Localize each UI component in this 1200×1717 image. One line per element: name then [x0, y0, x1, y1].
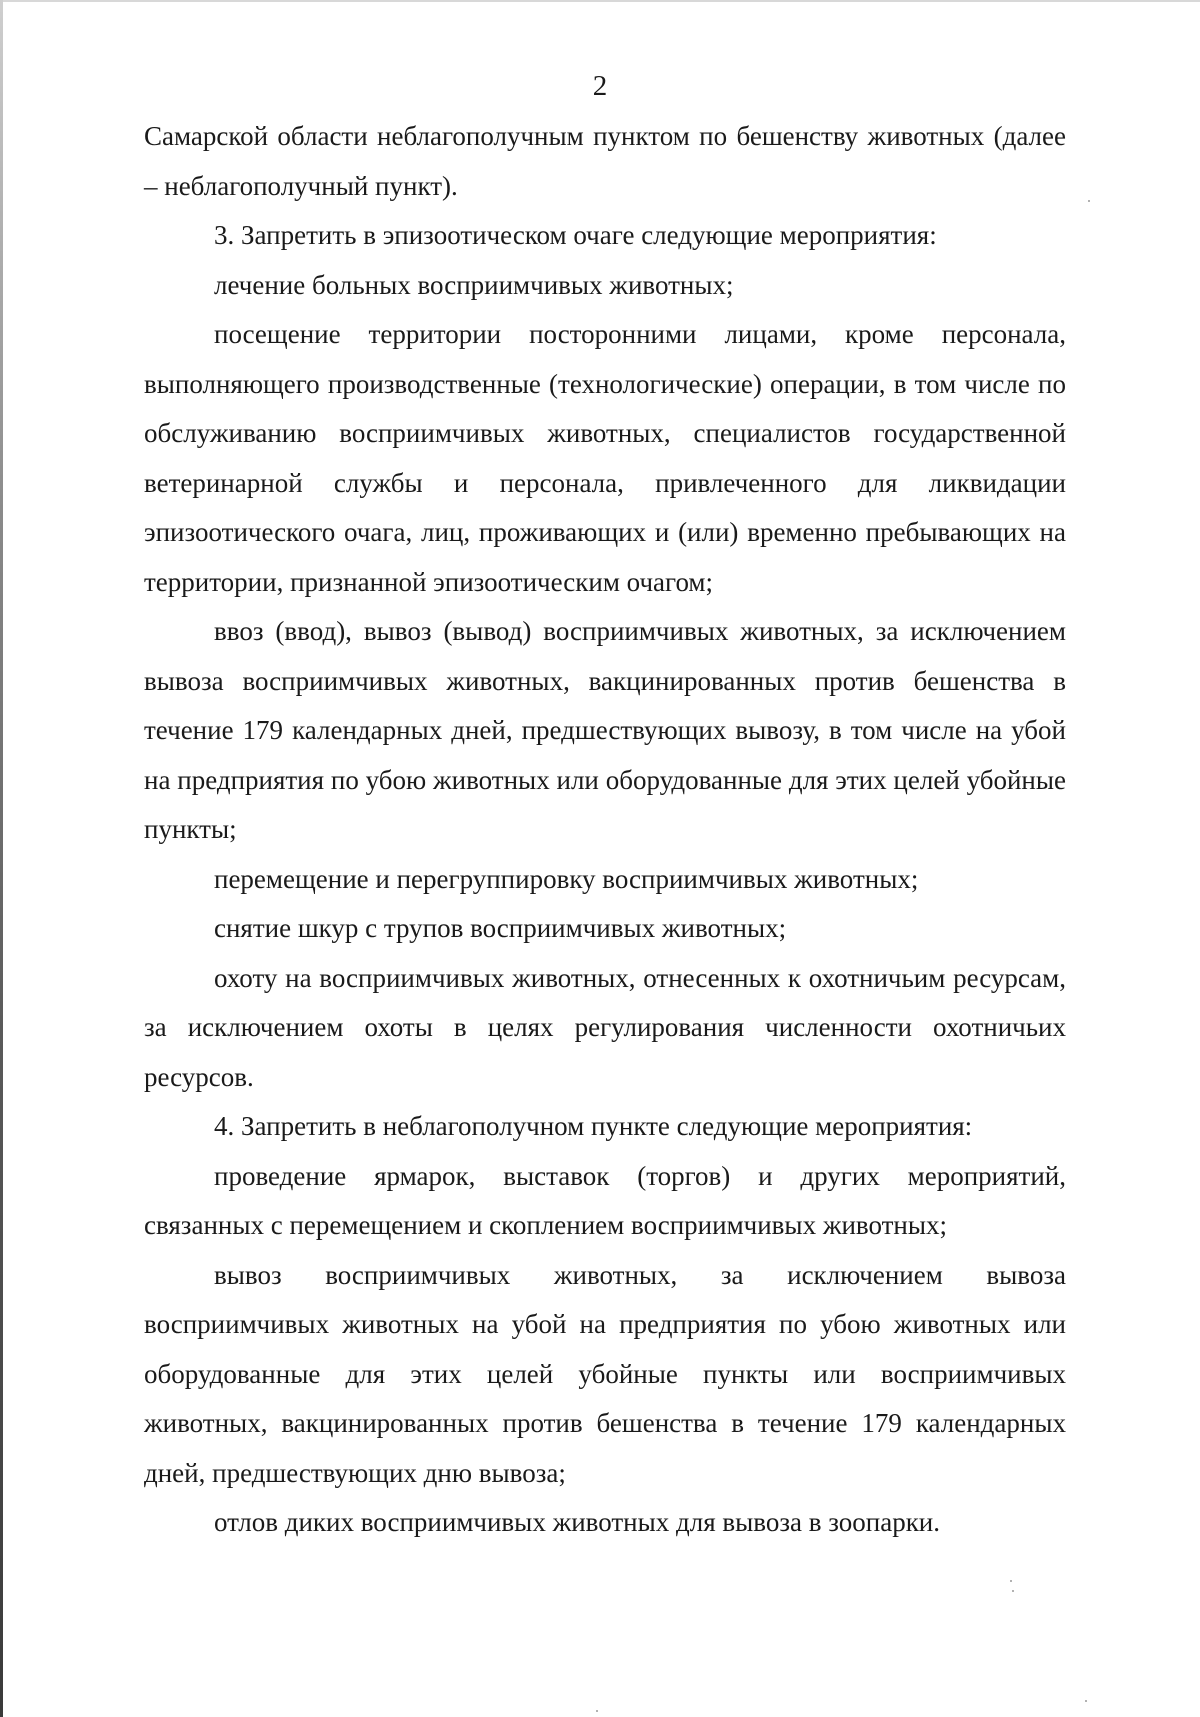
paragraph-list-item: лечение больных восприимчивых животных; — [214, 269, 734, 300]
scan-speck — [1012, 1590, 1014, 1592]
paragraph-list-item: охоту на восприимчивых животных, отнесенных к охотничьим ресурсам, за исключением охоты в целях регулирования численности охотничьих ресурсов. — [144, 962, 1066, 1092]
paragraph-list-item: проведение ярмарок, выставок (торгов) и других мероприятий, связанных с перемещением и скоплением восприимчивых животных; — [144, 1160, 1066, 1240]
scan-speck — [1010, 1580, 1012, 1582]
paragraph-list-item: перемещение и перегруппировку восприимчивых животных; — [214, 863, 919, 894]
paragraph-list-item: ввоз (ввод), вывоз (вывод) восприимчивых животных, за исключением вывоза восприимчивых животных, вакцинированных против бешенства в течение 179 календарных дней, предшествующих вывозу, в том числе на убой на предприятия по убою животных или оборудованные для этих целей убойные пункты; — [144, 616, 1066, 844]
scan-speck — [1085, 1700, 1087, 1702]
scan-left-edge — [0, 0, 3, 1717]
scan-speck — [1088, 200, 1090, 202]
document-body — [144, 112, 1066, 1548]
scan-speck — [596, 1710, 598, 1712]
paragraph-list-item: посещение территории посторонними лицами, кроме персонала, выполняющего производственные (технологические) операции, в том числе по обслуживанию восприимчивых животных, специалистов государственной ветеринарной службы и персонала, привлеченного для ликвидации эпизоотического очага, лиц, проживающих и (или) временно пребывающих на территории, признанной эпизоотическим очагом; — [144, 319, 1066, 597]
page-number: 2 — [592, 70, 608, 102]
paragraph-continuation: Самарской области неблагополучным пунктом по бешенству животных (далее – неблагополучный пункт). — [144, 121, 1066, 201]
paragraph-list-item: снятие шкур с трупов восприимчивых животных; — [214, 913, 787, 943]
paragraph-list-item: вывоз восприимчивых животных, за исключением вывоза восприимчивых животных на убой на предприятия по убою животных или оборудованные для этих целей убойные пункты или восприимчивых животных, вакцинированных против бешенства в течение 179 календарных дней, предшествующих дню вывоза; — [144, 1259, 1066, 1488]
paragraph-item-4: 4. Запретить в неблагополучном пункте следующие мероприятия: — [214, 1111, 973, 1141]
scan-top-edge — [0, 0, 1200, 2]
paragraph-item-3: 3. Запретить в эпизоотическом очаге следующие мероприятия: — [214, 220, 937, 250]
paragraph-list-item: отлов диких восприимчивых животных для вывоза в зоопарки. — [214, 1507, 941, 1537]
